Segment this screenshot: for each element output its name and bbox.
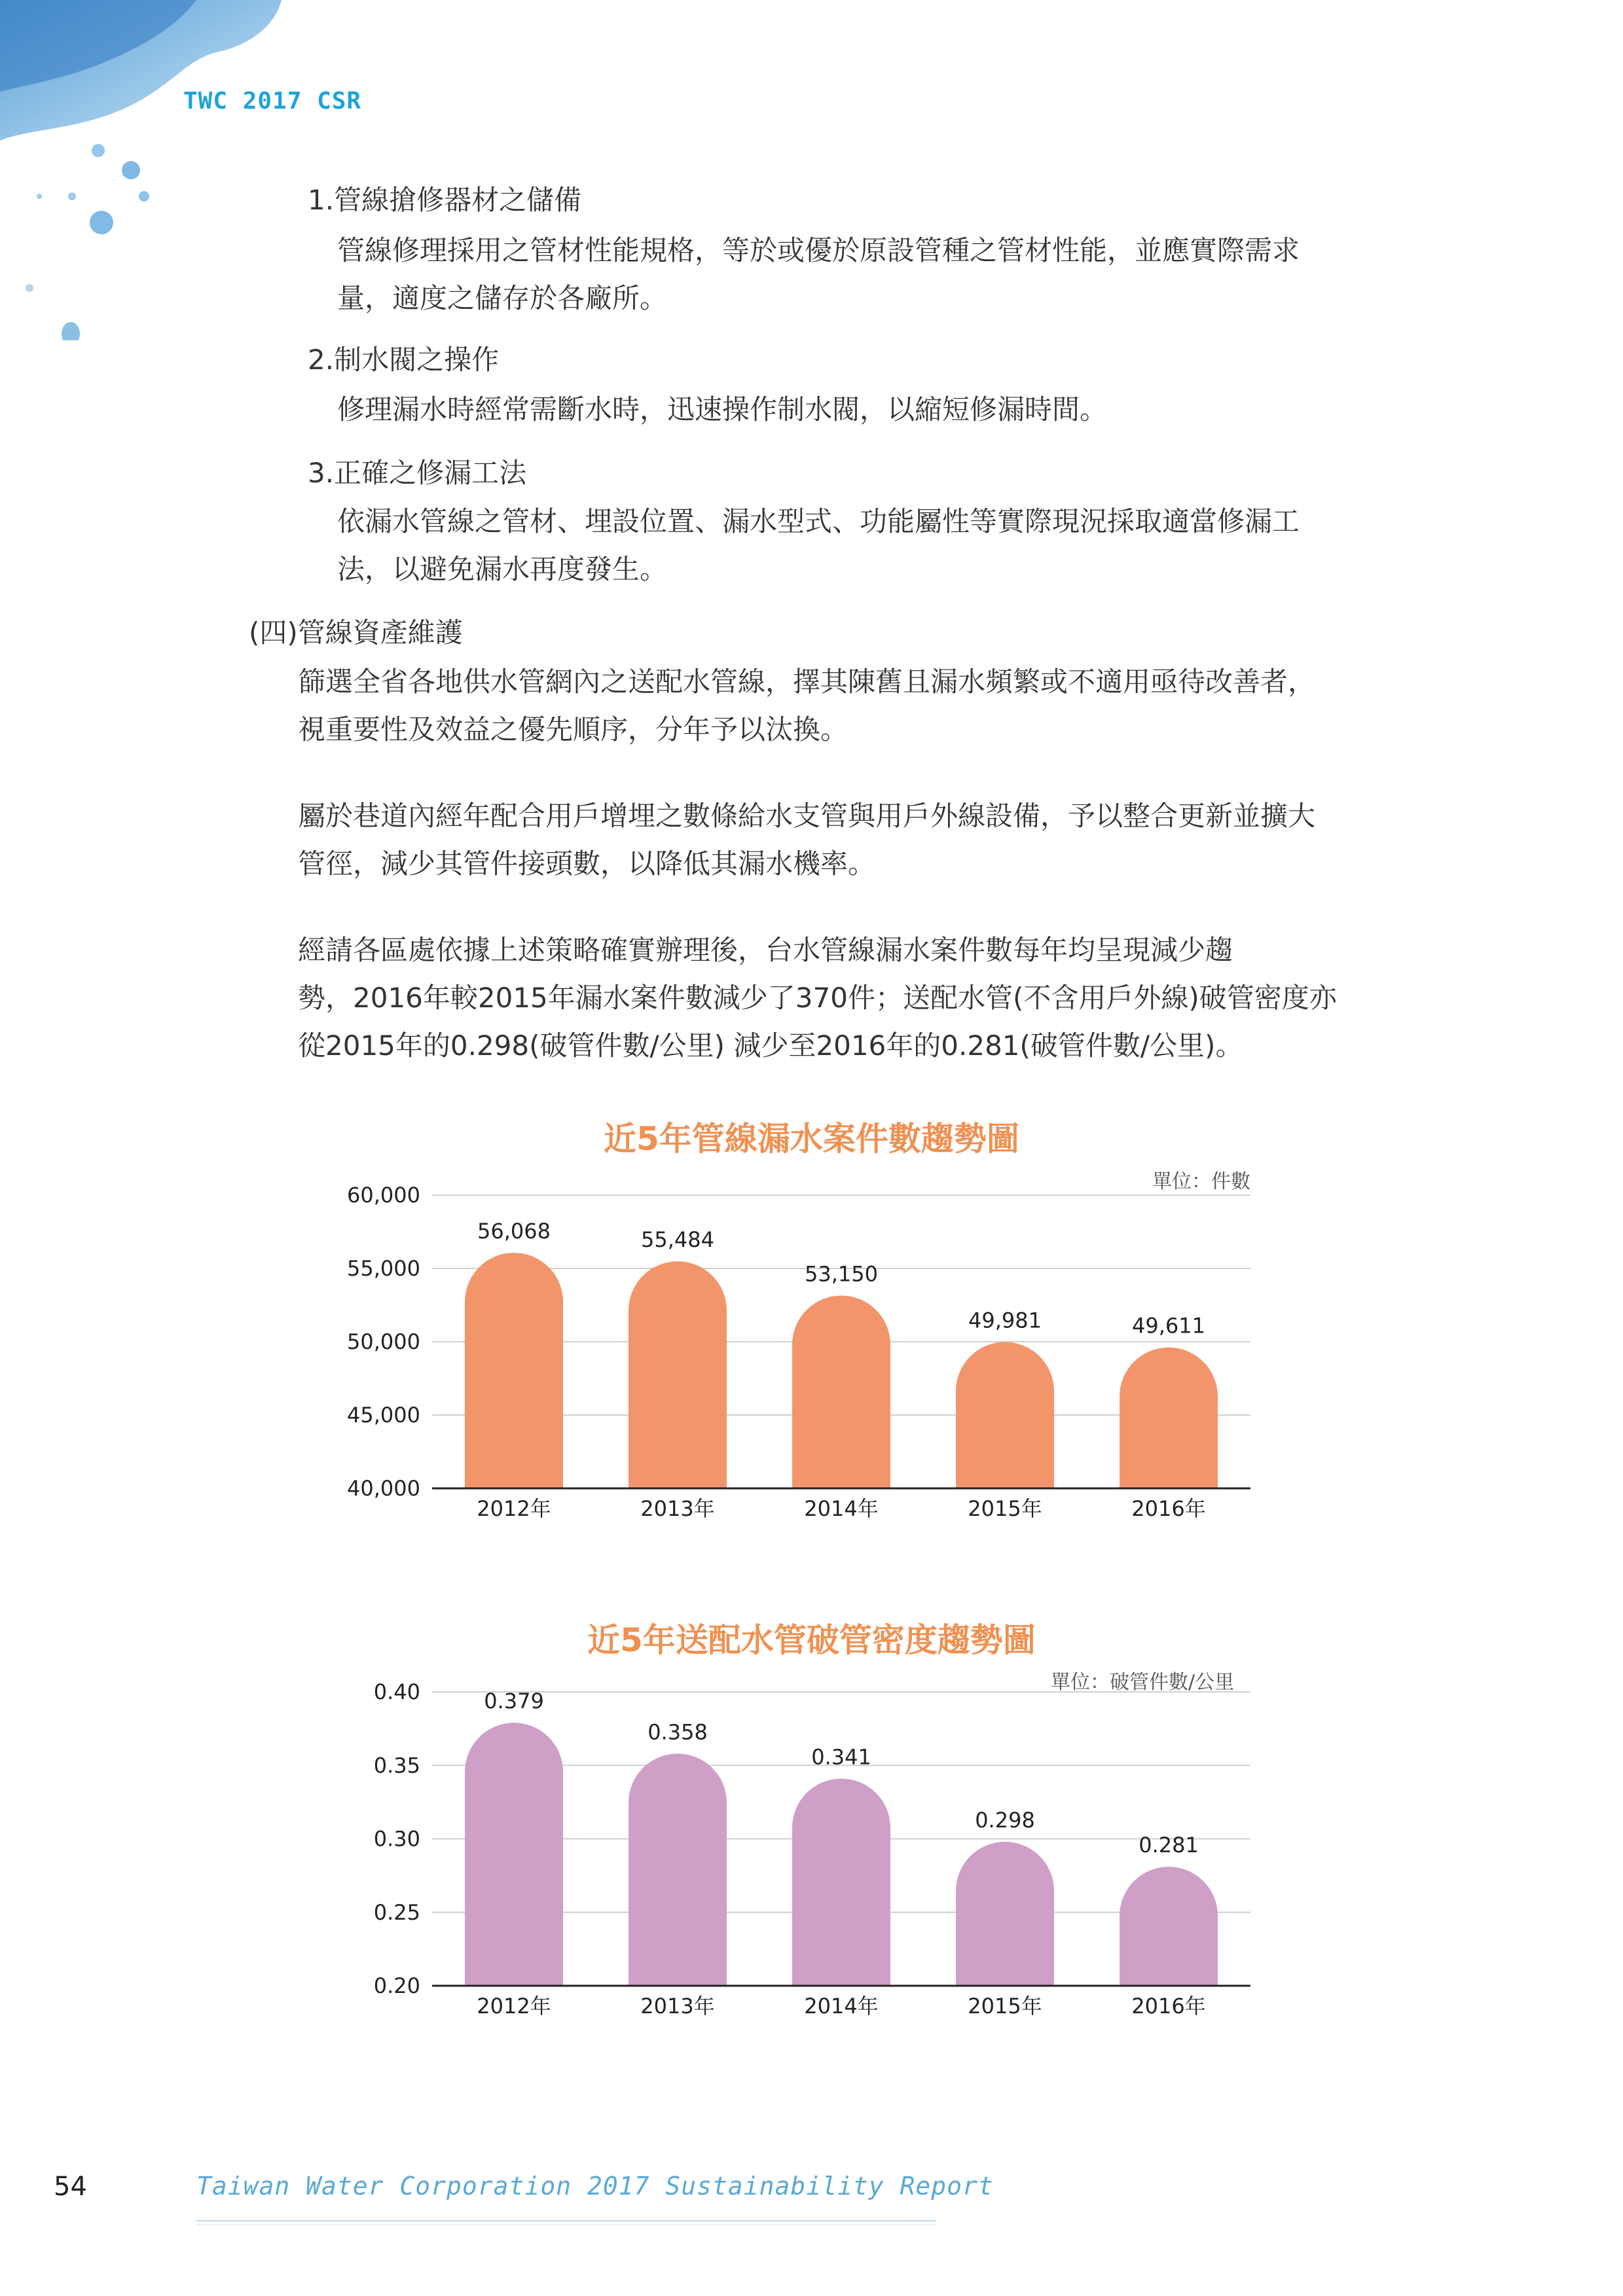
chart-1-unit: 單位：件數 [1152, 1170, 1250, 1193]
x-tick-label: 2014年 [804, 1994, 879, 2018]
bar [629, 1261, 727, 1488]
y-tick-label: 0.35 [373, 1753, 420, 1778]
data-label: 53,150 [805, 1261, 878, 1287]
footer-report-title: Taiwan Water Corporation 2017 Sustainability Report [196, 2172, 994, 2200]
data-label: 55,484 [641, 1227, 714, 1253]
data-label: 49,981 [968, 1308, 1042, 1333]
section-4-title: (四)管線資產維護 [249, 617, 463, 649]
bar [1120, 1867, 1218, 1986]
x-tick-label: 2015年 [968, 1994, 1042, 2018]
data-label: 0.298 [975, 1807, 1035, 1833]
y-tick-label: 0.30 [373, 1826, 420, 1852]
data-label: 0.281 [1139, 1833, 1199, 1858]
bar [792, 1295, 890, 1488]
x-tick-label: 2012年 [477, 1496, 551, 1521]
footer-rule-secondary [196, 2224, 936, 2225]
water-splash-decoration [0, 0, 308, 340]
item-1-text-line-1: 管線修理採用之管材性能規格，等於或優於原設管種之管材性能，並應實際需求 [337, 234, 1300, 266]
y-tick-label: 0.20 [373, 1973, 420, 1998]
y-tick-label: 50,000 [347, 1329, 420, 1354]
paragraph-3-line-2: 勢，2016年較2015年漏水案件數減少了370件；送配水管(不含用戶外線)破管密度亦 [298, 982, 1337, 1014]
data-label: 0.379 [484, 1689, 544, 1714]
data-label: 0.341 [811, 1744, 871, 1770]
x-tick-label: 2015年 [968, 1496, 1042, 1521]
item-2-text-line-1: 修理漏水時經常需斷水時，迅速操作制水閥，以縮短修漏時間。 [337, 393, 1108, 425]
bar [465, 1253, 563, 1488]
bar [629, 1753, 727, 1986]
y-tick-label: 0.40 [373, 1679, 420, 1704]
chart-2-unit: 單位：破管件數/公里 [1051, 1671, 1235, 1694]
paragraph-2-line-1: 屬於巷道內經年配合用戶增埋之數條給水支管與用戶外線設備，予以整合更新並擴大 [298, 800, 1316, 832]
chart-1-title: 近5年管線漏水案件數趨勢圖 [604, 1120, 1019, 1158]
y-tick-label: 40,000 [347, 1476, 420, 1501]
footer-rule [196, 2220, 936, 2221]
bar [465, 1723, 563, 1986]
paragraph-2-line-2: 管徑，減少其管件接頭數，以降低其漏水機率。 [298, 848, 876, 880]
paragraph-3-line-1: 經請各區處依據上述策略確實辦理後，台水管線漏水案件數每年均呈現減少趨 [298, 934, 1233, 966]
paragraph-3-line-3: 從2015年的0.298(破管件數/公里) 減少至2016年的0.281(破管件數/公里)。 [298, 1030, 1243, 1062]
item-2-title: 2.制水閥之操作 [308, 344, 500, 376]
data-label: 0.358 [647, 1719, 708, 1745]
y-tick-label: 55,000 [347, 1256, 420, 1281]
x-tick-label: 2013年 [640, 1496, 715, 1521]
chart-2-title: 近5年送配水管破管密度趨勢圖 [587, 1621, 1036, 1659]
report-header-tag: TWC 2017 CSR [183, 88, 362, 115]
x-tick-label: 2013年 [640, 1994, 715, 2018]
x-tick-label: 2016年 [1131, 1994, 1206, 2018]
bar [792, 1778, 890, 1986]
item-1-text-line-2: 量，適度之儲存於各廠所。 [337, 282, 668, 314]
paragraph-1-line-1: 篩選全省各地供水管網內之送配水管線，擇其陳舊且漏水頻繁或不適用亟待改善者， [298, 666, 1316, 698]
data-label: 49,611 [1132, 1313, 1205, 1338]
y-tick-label: 0.25 [373, 1899, 420, 1925]
y-tick-label: 45,000 [347, 1403, 420, 1427]
y-tick-label: 60,000 [347, 1183, 420, 1208]
bar [956, 1342, 1054, 1488]
page-number: 54 [54, 2172, 87, 2202]
x-tick-label: 2012年 [477, 1994, 551, 2018]
item-3-text-line-2: 法，以避免漏水再度發生。 [337, 553, 668, 585]
bar [1120, 1348, 1218, 1488]
x-tick-label: 2016年 [1131, 1496, 1206, 1521]
paragraph-1-line-2: 視重要性及效益之優先順序，分年予以汰換。 [298, 713, 848, 745]
x-tick-label: 2014年 [804, 1496, 879, 1521]
bar [956, 1842, 1054, 1986]
data-label: 56,068 [477, 1219, 551, 1244]
item-3-text-line-1: 依漏水管線之管材、埋設位置、漏水型式、功能屬性等實際現況採取適當修漏工 [337, 505, 1300, 537]
item-3-title: 3.正確之修漏工法 [308, 457, 527, 489]
item-1-title: 1.管線搶修器材之儲備 [308, 184, 582, 216]
